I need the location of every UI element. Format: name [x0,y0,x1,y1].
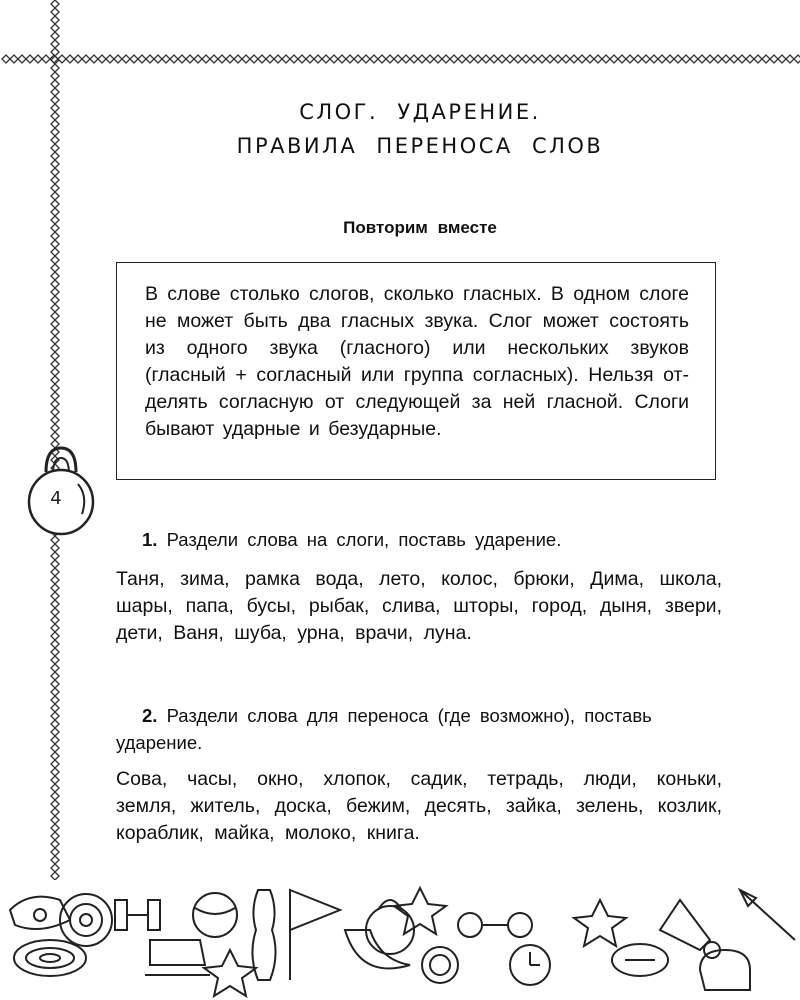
chain-border-top [0,52,800,66]
page-number: 4 [50,488,62,509]
rule-box [116,262,716,480]
skate-icon [145,940,210,975]
task-1-number: 1. [142,529,158,550]
star-icon [204,950,256,996]
star-icon [394,888,446,934]
disc-icon [14,940,86,976]
rule-text: В слове столько слогов, сколько гласных. В одном слоге не может быть два гласных звука. Слог может состоять из одного звука (гласного) или нескольких звуков (гласный + согласный или группа согласных). Нельзя отделять согласную от следующей за ней гласной. Слоги бывают ударные и безударные. [145,283,689,440]
task-2-number: 2. [142,705,158,726]
ball-icon [193,893,237,937]
stopwatch-icon [510,945,550,985]
sports-equipment-border [0,870,800,1000]
medal-icon [422,947,458,983]
bowling-pin-icon [252,890,275,980]
rugby-ball-icon [612,944,668,976]
task-2-instruction [116,702,728,756]
task-2-text: Раздели слова для переноса (где возможно), поставь ударение. [116,705,652,753]
dart-icon [740,890,795,940]
task-1-words: Таня, зима, рамка вода, лето, колос, брюки, Дима, школа, шары, папа, бусы, рыбак, слива, шторы, город, дыня, звери, дети, Ваня, шуба, урна, врачи, луна. [116,568,722,644]
page-title-line2: ПРАВИЛА ПЕРЕНОСА СЛОВ [236,134,604,158]
task-1-instruction [116,526,728,553]
task-2-words: Сова, часы, окно, хлопок, садик, тетрадь, люди, коньки, земля, житель, доска, бежим, десять, зайка, зелень, козлик, кораблик, майка, молоко, книга. [116,768,722,844]
dumbbell-icon [115,900,160,930]
star-icon [574,900,626,946]
kettlebell-small-icon [366,900,414,954]
dumbbell-icon [458,913,532,937]
boomerang-icon [345,930,410,968]
shuttlecock-icon [660,900,720,958]
task-1-text: Раздели слова на слоги, поставь ударение. [166,529,562,550]
pennant-icon [290,890,340,980]
page-title-line1: СЛОГ. УДАРЕНИЕ. [299,100,541,124]
section-subtitle: Повторим вместе [343,218,497,237]
